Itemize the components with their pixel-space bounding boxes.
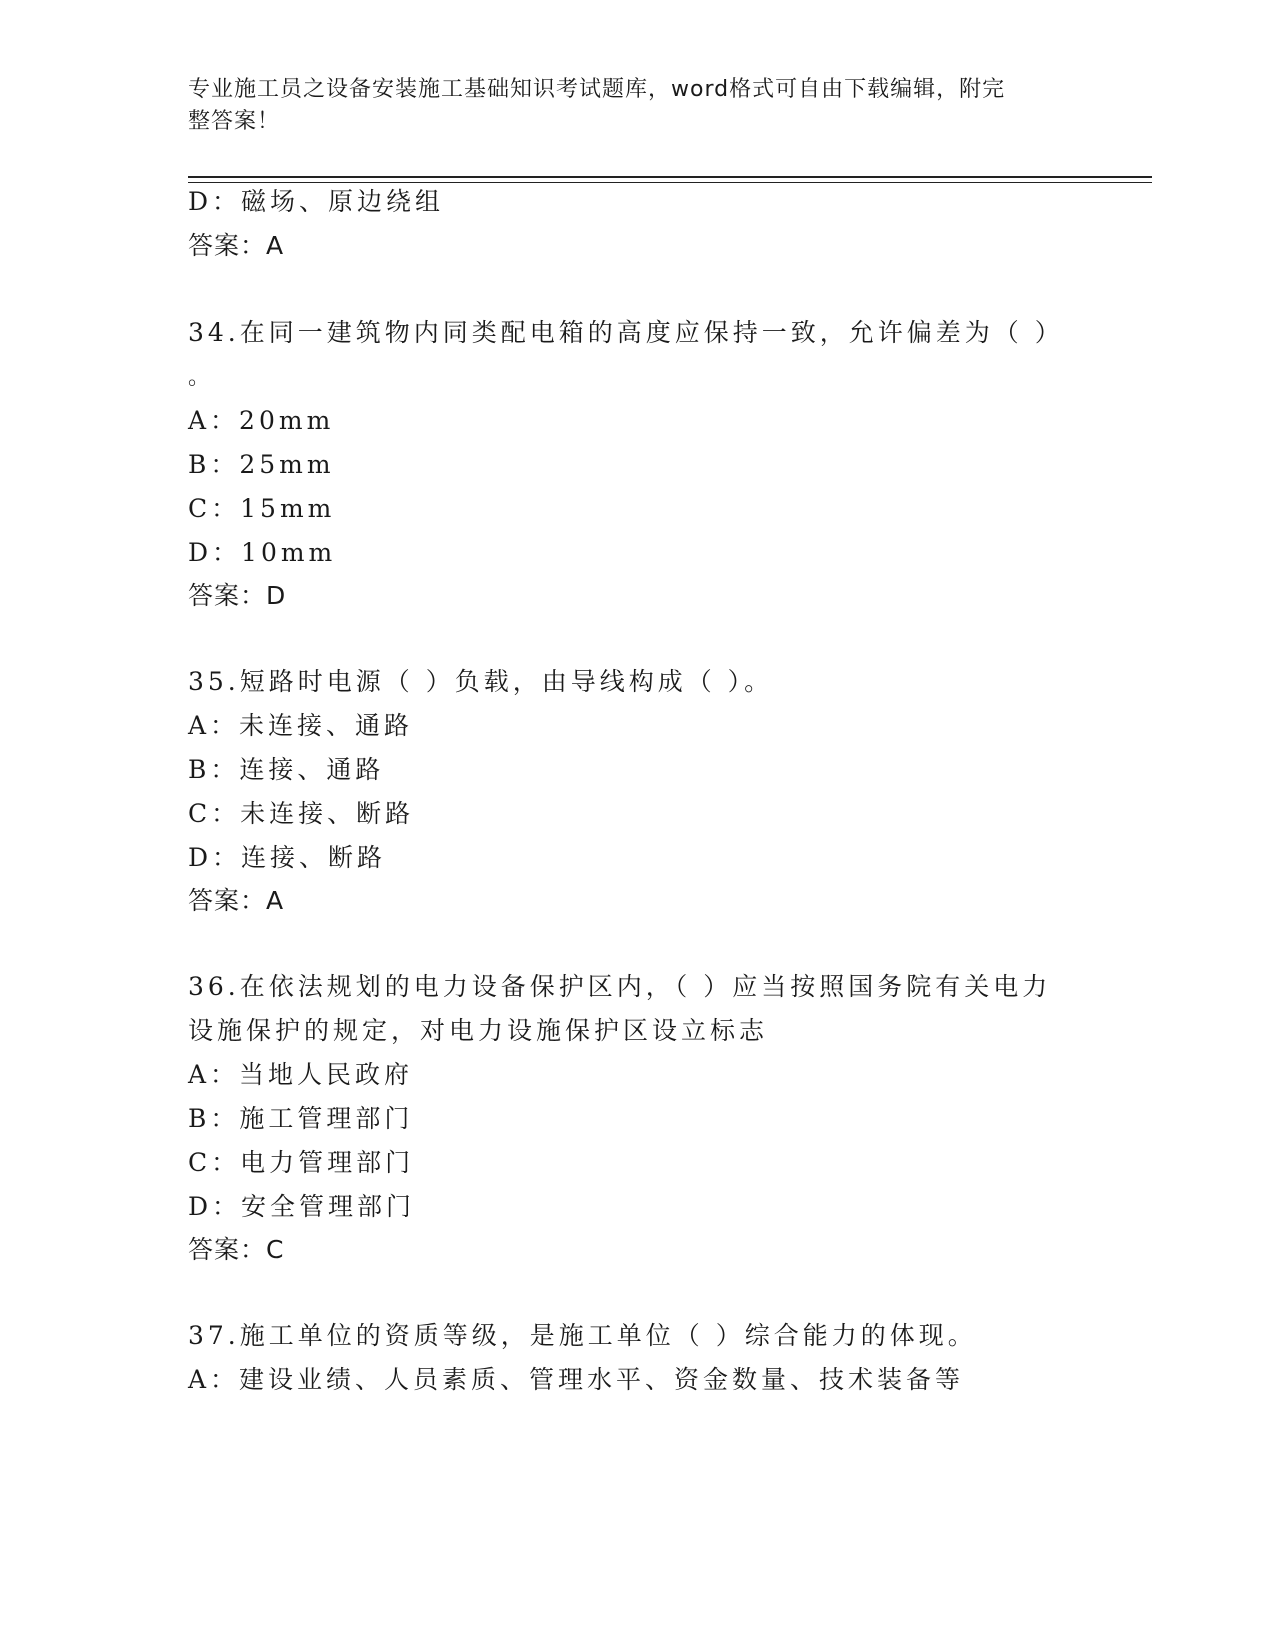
- question-34-option-d: D：10mm: [188, 538, 337, 567]
- header-divider-thin: [188, 182, 1152, 183]
- question-34-stem-continuation: 。: [188, 365, 211, 390]
- question-34-option-b: B：25mm: [188, 450, 335, 479]
- question-34-stem: 34.在同一建筑物内同类配电箱的高度应保持一致，允许偏差为（ ）: [188, 318, 1064, 347]
- question-36-answer: 答案：C: [188, 1235, 285, 1264]
- question-34-option-a: A：20mm: [188, 406, 335, 435]
- question-36-option-b: B：施工管理部门: [188, 1104, 414, 1133]
- question-34-option-c: C：15mm: [188, 494, 336, 523]
- question-37-stem: 37.施工单位的资质等级，是施工单位（ ）综合能力的体现。: [188, 1321, 977, 1350]
- document-header: [188, 74, 1068, 138]
- question-36-option-c: C：电力管理部门: [188, 1148, 415, 1177]
- question-34-answer: 答案：D: [188, 581, 287, 610]
- prev-option-d: D：磁场、原边绕组: [188, 187, 445, 216]
- question-36-stem-continuation: 设施保护的规定，对电力设施保护区设立标志: [188, 1016, 769, 1045]
- question-37-option-a: A：建设业绩、人员素质、管理水平、资金数量、技术装备等: [188, 1365, 965, 1394]
- question-35-answer: 答案：A: [188, 886, 285, 915]
- question-35-option-d: D：连接、断路: [188, 843, 387, 872]
- prev-answer: 答案：A: [188, 231, 285, 260]
- question-35-option-c: C：未连接、断路: [188, 799, 415, 828]
- header-divider-thick: [188, 176, 1152, 178]
- header-title-line-2: 整答案！: [188, 109, 281, 134]
- question-36-option-a: A：当地人民政府: [188, 1060, 414, 1089]
- question-35-option-a: A：未连接、通路: [188, 711, 414, 740]
- question-35-stem: 35.短路时电源（ ）负载，由导线构成（ ）。: [188, 667, 774, 696]
- header-title-line-1: 专业施工员之设备安装施工基础知识考试题库，word格式可自由下载编辑，附完: [188, 77, 1006, 102]
- question-36-option-d: D：安全管理部门: [188, 1192, 416, 1221]
- question-35-option-b: B：连接、通路: [188, 755, 385, 784]
- question-36-stem: 36.在依法规划的电力设备保护区内，（ ）应当按照国务院有关电力: [188, 972, 1052, 1001]
